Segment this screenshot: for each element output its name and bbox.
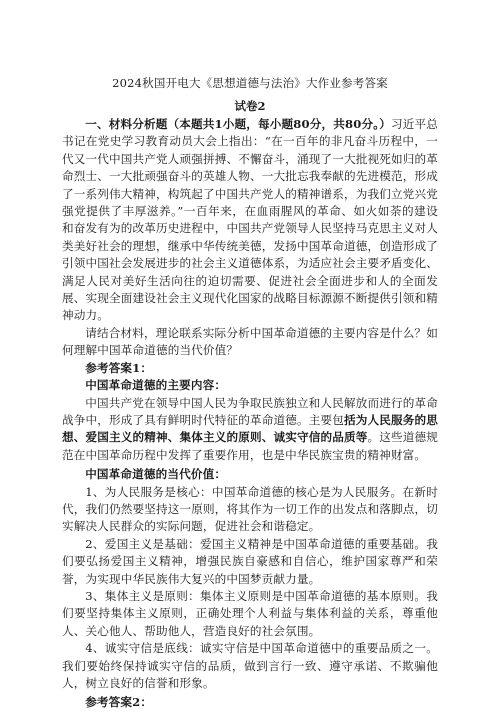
question-paragraph xyxy=(62,116,438,325)
question-heading: 一、材料分析题（本题共1小题，每小题80分，共80分。） xyxy=(85,117,391,131)
content-heading: 中国革命道德的主要内容： xyxy=(85,378,227,393)
value-item-3: 3、集体主义是原则：集体主义原则是中国革命道德的基本原则。我们要坚持集体主义原则，正确处理个人利益与集体利益的关系，尊重他人、关心他人、帮助他人，营造良好的社会氛围。 xyxy=(62,588,438,638)
answer1-label: 参考答案1： xyxy=(85,360,153,375)
content-text-start: 中国共产党在领导中国人民为争取民族独立和人民解放而进行的革命战争中，形成了具有鲜明时代特征的革命道德。主要包 xyxy=(62,395,438,427)
material-text: 习近平总书记在党史学习教育动员大会上指出：“在一百年的非凡奋斗历程中，一代又一代中国共产党人顽强拼搏、不懈奋斗，涌现了一大批视死如归的革命烈士、一大批顽强奋斗的英雄人物、一大批忘我奉献的先进模范，形成了一系列伟大精神，构筑起了中国共产党人的精神谱系，为我们立党兴党强党提供了丰厚滋养。”一百年来，在血雨腥风的革命、如火如荼的建设和奋发有为的改革历史进程中，中国共产党领导人民坚持马克思主义对人类美好社会的理想，继承中华传统美德，发扬中国革命道德，创造形成了引领中国社会发展进步的社会主义道德体系，为适应社会主要矛盾变化、满足人民对美好生活向往的迫切需要、促进社会全面进步和人的全面发展、实现全面建设社会主义现代化国家的战略目标源源不断提供引领和精神动力。 xyxy=(62,117,438,323)
paper-label: 试卷2 xyxy=(234,99,266,113)
content-paragraph xyxy=(62,395,438,465)
value-item-4: 4、诚实守信是底线：诚实守信是中国革命道德中的重要品质之一。我们要始终保持诚实守信的品质，做到言行一致、遵守承诺、不欺骗他人，树立良好的信誉和形象。 xyxy=(62,641,438,690)
value-item-1: 1、为人民服务是核心：中国革命道德的核心是为人民服务。在新时代，我们仍然要坚持这一原则，将其作为一切工作的出发点和落脚点，切实解决人民群众的实际问题，促进社会和谐稳定。 xyxy=(62,484,438,534)
value-heading: 中国革命道德的当代价值： xyxy=(85,467,227,482)
answer2-label: 参考答案2： xyxy=(85,695,153,710)
value-item-2: 2、爱国主义是基础：爱国主义精神是中国革命道德的重要基础。我们要弘扬爱国主义精神，增强民族自豪感和自信心，维护国家尊严和荣誉，为实现中华民族伟大复兴的中国梦贡献力量。 xyxy=(62,536,438,586)
document-title: 2024秋国开电大《思想道德与法治》大作业参考答案 xyxy=(112,76,388,90)
question-text: 请结合材料，理论联系实际分析中国革命道德的主要内容是什么？如何理解中国革命道德的当代价值？ xyxy=(62,325,438,358)
content-text-bold: 括为人民服务的思想、爱国主义的精神、集体主义的原则、诚实守信的品质等 xyxy=(62,412,438,445)
content-text-end: 。这些道德规范在中国革命历程中发挥了重要作用，也是中华民族宝贵的精神财富。 xyxy=(62,430,438,462)
